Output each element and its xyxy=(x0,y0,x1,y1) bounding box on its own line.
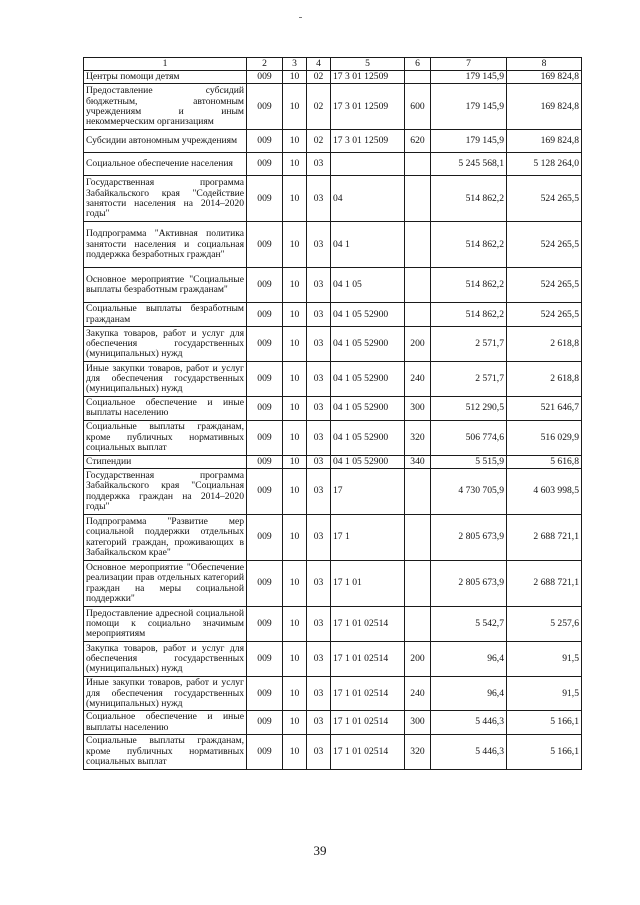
row-admin-code: 009 xyxy=(247,469,283,515)
row-target-article: 17 1 xyxy=(331,515,405,561)
row-target-article: 04 1 05 52900 xyxy=(331,397,405,421)
table-row xyxy=(84,561,582,607)
table-row xyxy=(84,711,582,735)
row-amount-year1: 5 245 568,1 xyxy=(431,153,507,176)
row-name: Субсидии автономным учреждениям xyxy=(84,130,247,153)
row-expense-type: 620 xyxy=(405,130,431,153)
row-subsection: 03 xyxy=(307,176,331,222)
table-row xyxy=(84,222,582,268)
row-expense-type xyxy=(405,176,431,222)
row-amount-year1: 512 290,5 xyxy=(431,397,507,421)
row-target-article: 04 1 05 52900 xyxy=(331,303,405,327)
row-section: 10 xyxy=(283,268,307,303)
row-expense-type xyxy=(405,303,431,327)
row-amount-year1: 4 730 705,9 xyxy=(431,469,507,515)
row-section: 10 xyxy=(283,303,307,327)
row-subsection: 03 xyxy=(307,734,331,769)
row-section: 10 xyxy=(283,176,307,222)
row-amount-year2: 524 265,5 xyxy=(507,268,582,303)
row-target-article: 17 xyxy=(331,469,405,515)
table-row xyxy=(84,734,582,769)
row-name: Социальное обеспечение и иные выплаты населению xyxy=(84,397,247,421)
table-row xyxy=(84,515,582,561)
row-admin-code: 009 xyxy=(247,607,283,642)
row-subsection: 02 xyxy=(307,84,331,130)
row-target-article: 17 1 01 02514 xyxy=(331,677,405,711)
row-subsection: 03 xyxy=(307,677,331,711)
row-name: Социальные выплаты гражданам, кроме публичных нормативных социальных выплат xyxy=(84,734,247,769)
row-section: 10 xyxy=(283,153,307,176)
row-amount-year1: 179 145,9 xyxy=(431,71,507,84)
row-admin-code: 009 xyxy=(247,71,283,84)
header-cell: 6 xyxy=(405,58,431,71)
row-target-article: 17 1 01 02514 xyxy=(331,734,405,769)
row-amount-year1: 5 515,9 xyxy=(431,455,507,468)
row-section: 10 xyxy=(283,84,307,130)
row-amount-year2: 91,5 xyxy=(507,677,582,711)
row-subsection: 03 xyxy=(307,515,331,561)
scan-mark xyxy=(299,17,302,18)
row-target-article: 17 1 01 02514 xyxy=(331,642,405,677)
row-amount-year2: 5 166,1 xyxy=(507,734,582,769)
row-name: Иные закупки товаров, работ и услуг для обеспечения государственных (муниципальных) нужд xyxy=(84,677,247,711)
row-admin-code: 009 xyxy=(247,130,283,153)
table-row xyxy=(84,397,582,421)
row-expense-type xyxy=(405,153,431,176)
row-amount-year1: 514 862,2 xyxy=(431,303,507,327)
row-name: Подпрограмма "Активная политика занятости населения и социальная поддержка безработных граждан" xyxy=(84,222,247,268)
row-section: 10 xyxy=(283,734,307,769)
row-subsection: 03 xyxy=(307,420,331,455)
row-section: 10 xyxy=(283,222,307,268)
row-name: Социальное обеспечение населения xyxy=(84,153,247,176)
row-amount-year1: 5 446,3 xyxy=(431,734,507,769)
row-subsection: 03 xyxy=(307,642,331,677)
table-row xyxy=(84,469,582,515)
row-amount-year2: 2 618,8 xyxy=(507,327,582,362)
row-name: Иные закупки товаров, работ и услуг для обеспечения государственных (муниципальных) нужд xyxy=(84,362,247,397)
row-amount-year2: 5 128 264,0 xyxy=(507,153,582,176)
row-target-article: 04 1 05 xyxy=(331,268,405,303)
row-subsection: 03 xyxy=(307,268,331,303)
row-target-article: 04 xyxy=(331,176,405,222)
row-section: 10 xyxy=(283,420,307,455)
header-cell: 3 xyxy=(283,58,307,71)
row-name: Закупка товаров, работ и услуг для обеспечения государственных (муниципальных) нужд xyxy=(84,327,247,362)
header-cell: 5 xyxy=(331,58,405,71)
row-target-article: 17 1 01 02514 xyxy=(331,607,405,642)
row-name: Социальное обеспечение и иные выплаты населению xyxy=(84,711,247,735)
row-amount-year1: 514 862,2 xyxy=(431,268,507,303)
row-admin-code: 009 xyxy=(247,268,283,303)
row-target-article: 17 3 01 12509 xyxy=(331,71,405,84)
row-target-article: 04 1 05 52900 xyxy=(331,327,405,362)
row-subsection: 03 xyxy=(307,362,331,397)
row-amount-year2: 2 688 721,1 xyxy=(507,515,582,561)
table-row xyxy=(84,303,582,327)
row-amount-year1: 5 446,3 xyxy=(431,711,507,735)
row-expense-type: 200 xyxy=(405,642,431,677)
row-section: 10 xyxy=(283,130,307,153)
row-subsection: 03 xyxy=(307,469,331,515)
row-section: 10 xyxy=(283,677,307,711)
row-name: Социальные выплаты гражданам, кроме публичных нормативных социальных выплат xyxy=(84,420,247,455)
row-name: Социальные выплаты безработным гражданам xyxy=(84,303,247,327)
header-cell: 4 xyxy=(307,58,331,71)
row-amount-year1: 96,4 xyxy=(431,677,507,711)
row-subsection: 03 xyxy=(307,561,331,607)
row-admin-code: 009 xyxy=(247,327,283,362)
row-section: 10 xyxy=(283,71,307,84)
row-target-article xyxy=(331,153,405,176)
row-expense-type: 240 xyxy=(405,677,431,711)
table-row xyxy=(84,268,582,303)
row-amount-year1: 2 805 673,9 xyxy=(431,561,507,607)
row-amount-year1: 5 542,7 xyxy=(431,607,507,642)
row-admin-code: 009 xyxy=(247,677,283,711)
table-row xyxy=(84,153,582,176)
row-subsection: 03 xyxy=(307,303,331,327)
row-subsection: 03 xyxy=(307,327,331,362)
table-body xyxy=(84,71,582,770)
row-admin-code: 009 xyxy=(247,455,283,468)
row-expense-type xyxy=(405,222,431,268)
row-admin-code: 009 xyxy=(247,362,283,397)
row-admin-code: 009 xyxy=(247,303,283,327)
row-admin-code: 009 xyxy=(247,176,283,222)
row-section: 10 xyxy=(283,515,307,561)
header-row xyxy=(84,58,582,71)
row-name: Государственная программа Забайкальского края "Содействие занятости населения на 2014–2020 годы" xyxy=(84,176,247,222)
row-target-article: 04 1 05 52900 xyxy=(331,420,405,455)
row-expense-type: 300 xyxy=(405,397,431,421)
row-amount-year2: 2 688 721,1 xyxy=(507,561,582,607)
row-name: Центры помощи детям xyxy=(84,71,247,84)
row-name: Предоставление адресной социальной помощи к социально значимым мероприятиям xyxy=(84,607,247,642)
row-expense-type: 320 xyxy=(405,734,431,769)
row-section: 10 xyxy=(283,362,307,397)
row-expense-type: 600 xyxy=(405,84,431,130)
row-section: 10 xyxy=(283,561,307,607)
row-amount-year2: 524 265,5 xyxy=(507,303,582,327)
row-amount-year1: 514 862,2 xyxy=(431,222,507,268)
row-admin-code: 009 xyxy=(247,642,283,677)
row-target-article: 04 1 xyxy=(331,222,405,268)
row-amount-year2: 516 029,9 xyxy=(507,420,582,455)
row-name: Стипендии xyxy=(84,455,247,468)
row-expense-type: 240 xyxy=(405,362,431,397)
row-name: Основное мероприятие "Социальные выплаты безработным гражданам" xyxy=(84,268,247,303)
row-admin-code: 009 xyxy=(247,397,283,421)
row-amount-year2: 91,5 xyxy=(507,642,582,677)
row-expense-type xyxy=(405,71,431,84)
row-admin-code: 009 xyxy=(247,734,283,769)
row-expense-type: 300 xyxy=(405,711,431,735)
table-row xyxy=(84,327,582,362)
header-cell: 7 xyxy=(431,58,507,71)
row-name: Основное мероприятие "Обеспечение реализации прав отдельных категорий граждан на меры социальной поддержки" xyxy=(84,561,247,607)
row-section: 10 xyxy=(283,642,307,677)
header-cell: 8 xyxy=(507,58,582,71)
row-expense-type xyxy=(405,469,431,515)
table-row xyxy=(84,71,582,84)
row-admin-code: 009 xyxy=(247,561,283,607)
row-amount-year1: 2 571,7 xyxy=(431,362,507,397)
row-section: 10 xyxy=(283,469,307,515)
table-row xyxy=(84,642,582,677)
row-expense-type xyxy=(405,268,431,303)
row-target-article: 17 1 01 xyxy=(331,561,405,607)
row-admin-code: 009 xyxy=(247,711,283,735)
table-row xyxy=(84,84,582,130)
row-amount-year2: 5 616,8 xyxy=(507,455,582,468)
row-amount-year2: 5 166,1 xyxy=(507,711,582,735)
row-admin-code: 009 xyxy=(247,153,283,176)
row-admin-code: 009 xyxy=(247,222,283,268)
row-name: Предоставление субсидий бюджетным, автономным учреждениям и иным некоммерческим организациям xyxy=(84,84,247,130)
row-subsection: 03 xyxy=(307,153,331,176)
row-expense-type xyxy=(405,515,431,561)
row-amount-year1: 506 774,6 xyxy=(431,420,507,455)
row-subsection: 02 xyxy=(307,130,331,153)
row-name: Закупка товаров, работ и услуг для обеспечения государственных (муниципальных) нужд xyxy=(84,642,247,677)
row-admin-code: 009 xyxy=(247,515,283,561)
row-section: 10 xyxy=(283,607,307,642)
row-amount-year1: 2 571,7 xyxy=(431,327,507,362)
table-row xyxy=(84,607,582,642)
row-admin-code: 009 xyxy=(247,84,283,130)
row-amount-year2: 524 265,5 xyxy=(507,176,582,222)
row-target-article: 04 1 05 52900 xyxy=(331,455,405,468)
row-subsection: 03 xyxy=(307,397,331,421)
table-row xyxy=(84,362,582,397)
row-expense-type: 320 xyxy=(405,420,431,455)
row-subsection: 03 xyxy=(307,711,331,735)
row-subsection: 02 xyxy=(307,71,331,84)
table-row xyxy=(84,130,582,153)
row-amount-year1: 2 805 673,9 xyxy=(431,515,507,561)
row-target-article: 17 3 01 12509 xyxy=(331,84,405,130)
row-subsection: 03 xyxy=(307,607,331,642)
row-section: 10 xyxy=(283,711,307,735)
page-number: 39 xyxy=(313,843,327,858)
row-admin-code: 009 xyxy=(247,420,283,455)
row-expense-type: 200 xyxy=(405,327,431,362)
header-cell: 2 xyxy=(247,58,283,71)
row-amount-year1: 179 145,9 xyxy=(431,84,507,130)
row-target-article: 17 3 01 12509 xyxy=(331,130,405,153)
row-amount-year2: 2 618,8 xyxy=(507,362,582,397)
row-name: Подпрограмма "Развитие мер социальной поддержки отдельных категорий граждан, проживающих в Забайкальском крае" xyxy=(84,515,247,561)
row-section: 10 xyxy=(283,455,307,468)
row-section: 10 xyxy=(283,397,307,421)
row-subsection: 03 xyxy=(307,222,331,268)
table-row xyxy=(84,420,582,455)
row-amount-year2: 521 646,7 xyxy=(507,397,582,421)
table-row xyxy=(84,176,582,222)
row-target-article: 17 1 01 02514 xyxy=(331,711,405,735)
header-cell: 1 xyxy=(84,58,247,71)
table-row xyxy=(84,677,582,711)
row-name: Государственная программа Забайкальского края "Социальная поддержка граждан на 2014–2020 годы" xyxy=(84,469,247,515)
budget-table xyxy=(83,57,582,770)
row-amount-year2: 5 257,6 xyxy=(507,607,582,642)
row-expense-type xyxy=(405,607,431,642)
table-row xyxy=(84,455,582,468)
row-target-article: 04 1 05 52900 xyxy=(331,362,405,397)
row-amount-year2: 169 824,8 xyxy=(507,84,582,130)
row-section: 10 xyxy=(283,327,307,362)
row-subsection: 03 xyxy=(307,455,331,468)
row-expense-type: 340 xyxy=(405,455,431,468)
row-amount-year2: 4 603 998,5 xyxy=(507,469,582,515)
row-amount-year1: 96,4 xyxy=(431,642,507,677)
row-amount-year1: 514 862,2 xyxy=(431,176,507,222)
row-amount-year2: 169 824,8 xyxy=(507,71,582,84)
row-expense-type xyxy=(405,561,431,607)
row-amount-year2: 169 824,8 xyxy=(507,130,582,153)
row-amount-year1: 179 145,9 xyxy=(431,130,507,153)
row-amount-year2: 524 265,5 xyxy=(507,222,582,268)
